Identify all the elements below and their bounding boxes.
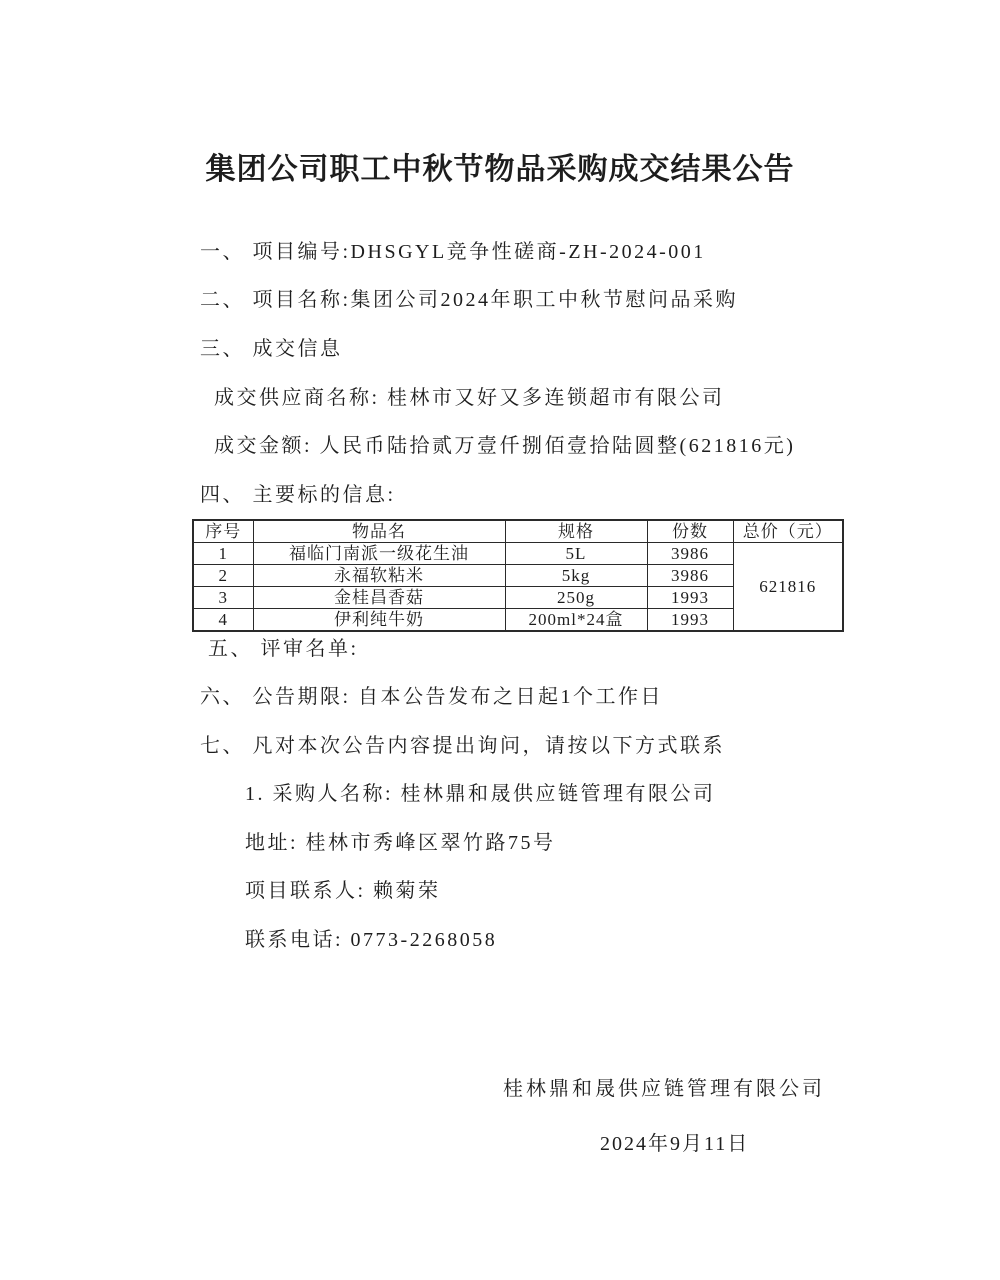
signature-company: 桂林鼎和晟供应链管理有限公司 [503,1078,825,1100]
item-cell: 永福软粘米 [253,565,505,587]
col-header-spec: 规格 [505,520,647,543]
qty-cell: 1993 [647,587,733,609]
purchaser-name-line: 1. 采购人名称: 桂林鼎和晟供应链管理有限公司 [245,783,716,805]
qty-cell: 1993 [647,609,733,632]
table-row [193,543,843,565]
seq-cell: 4 [193,609,253,632]
col-header-item: 物品名 [253,520,505,543]
seq-cell: 2 [193,565,253,587]
supplier-name-line: 成交供应商名称: 桂林市又好又多连锁超市有限公司 [214,387,725,409]
address-line: 地址: 桂林市秀峰区翠竹路75号 [245,832,556,854]
item-cell: 福临门南派一级花生油 [253,543,505,565]
qty-cell: 3986 [647,543,733,565]
spec-cell: 250g [505,587,647,609]
seq-cell: 3 [193,587,253,609]
announcement-period-line: 六、 公告期限: 自本公告发布之日起1个工作日 [200,686,664,708]
goods-table [192,519,844,632]
seq-cell: 1 [193,543,253,565]
qty-cell: 3986 [647,565,733,587]
col-header-seq: 序号 [193,520,253,543]
contact-person-line: 项目联系人: 赖菊荣 [245,880,441,902]
spec-cell: 5kg [505,565,647,587]
award-amount-line: 成交金额: 人民币陆拾贰万壹仟捌佰壹拾陆圆整(621816元) [214,435,796,457]
subject-info-heading: 四、 主要标的信息: [200,484,396,506]
item-cell: 金桂昌香菇 [253,587,505,609]
project-number-line: 一、 项目编号:DHSGYL竞争性磋商-ZH-2024-001 [200,241,706,263]
award-info-heading: 三、 成交信息 [200,338,343,360]
inquiry-line: 七、 凡对本次公告内容提出询问，请按以下方式联系 [200,735,725,757]
spec-cell: 5L [505,543,647,565]
table-header-row [193,520,843,543]
spec-cell: 200ml*24盒 [505,609,647,632]
item-cell: 伊利纯牛奶 [253,609,505,632]
col-header-qty: 份数 [647,520,733,543]
page-title: 集团公司职工中秋节物品采购成交结果公告 [205,153,795,187]
contact-phone-line: 联系电话: 0773-2268058 [245,929,498,951]
review-list-heading: 五、 评审名单: [208,638,359,660]
total-price-cell: 621816 [733,543,843,632]
signature-date: 2024年9月11日 [600,1133,750,1155]
col-header-total: 总价（元） [733,520,843,543]
project-name-line: 二、 项目名称:集团公司2024年职工中秋节慰问品采购 [200,289,739,311]
